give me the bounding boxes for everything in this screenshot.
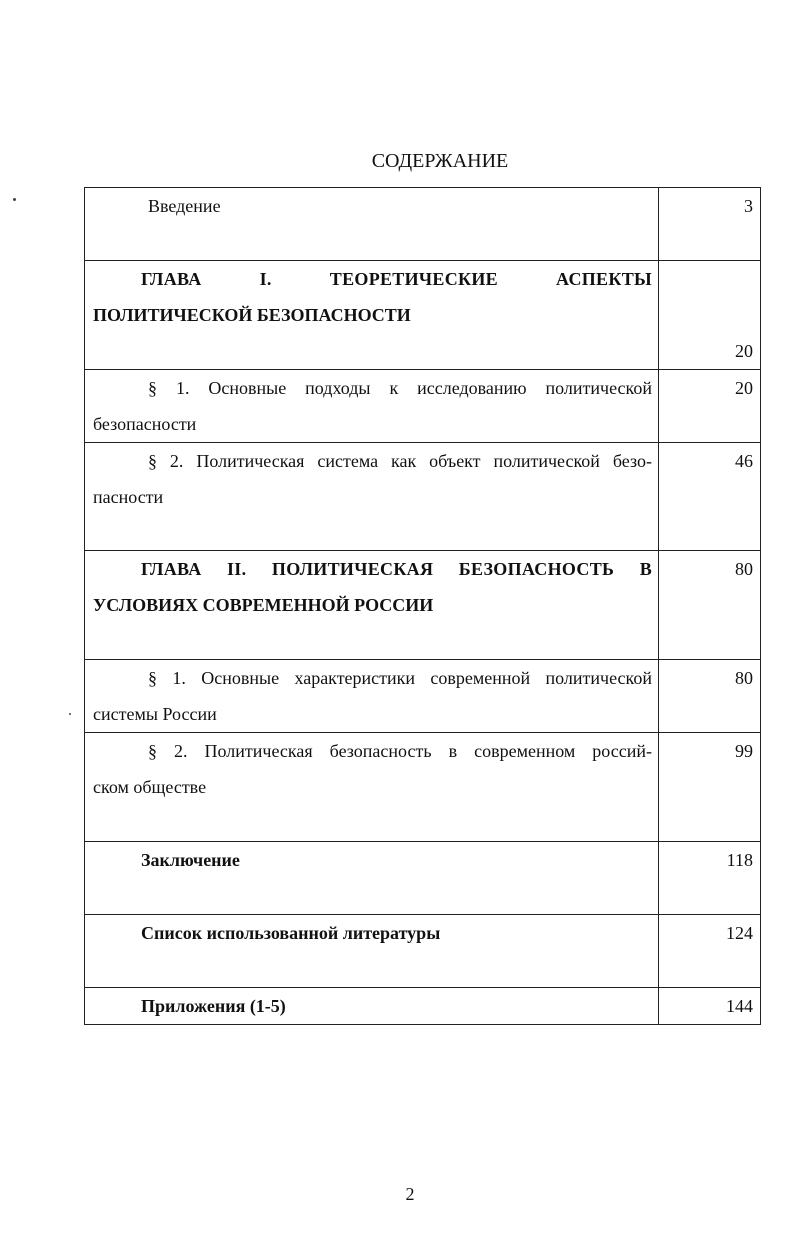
toc-entry-ch2-sec2 — [85, 733, 659, 842]
toc-page-appendices: 144 — [659, 988, 761, 1025]
toc-ch1-sec2-line2: пасности — [93, 487, 164, 507]
toc-entry-bibliography — [85, 915, 659, 988]
toc-row-ch2-sec2 — [85, 733, 761, 842]
toc-entry-ch2-sec1 — [85, 660, 659, 733]
toc-introduction-label: Введение — [148, 196, 221, 216]
toc-row-conclusion — [85, 842, 761, 915]
toc-ch2-sec1-line1: § 1. Основные характеристики современной политической — [148, 668, 652, 688]
toc-entry-appendices — [85, 988, 659, 1025]
toc-page-introduction: 3 — [659, 188, 761, 261]
toc-page-ch2-sec1: 80 — [659, 660, 761, 733]
toc-row-ch1-sec2 — [85, 443, 761, 551]
toc-ch2-sec2-line1: § 2. Политическая безопасность в современном россий- — [148, 741, 652, 761]
toc-entry-conclusion — [85, 842, 659, 915]
page-title: СОДЕРЖАНИЕ — [371, 150, 509, 172]
toc-ch1-sec1-line2: безопасности — [93, 414, 197, 434]
toc-entry-ch1-sec1 — [85, 370, 659, 443]
toc-row-chapter2 — [85, 551, 761, 660]
scan-speck — [69, 713, 71, 715]
toc-row-ch2-sec1 — [85, 660, 761, 733]
toc-chapter2-line2: УСЛОВИЯХ СОВРЕМЕННОЙ РОССИИ — [93, 595, 434, 615]
toc-ch2-sec1-line2: системы России — [93, 704, 217, 724]
toc-row-appendices — [85, 988, 761, 1025]
toc-page-conclusion: 118 — [659, 842, 761, 915]
toc-ch1-sec2-line1: § 2. Политическая система как объект политической безо- — [148, 451, 652, 471]
toc-chapter1-page: 20 — [735, 341, 753, 361]
toc-row-chapter1 — [85, 261, 761, 370]
toc-entry-chapter2 — [85, 551, 659, 660]
toc-row-ch1-sec1 — [85, 370, 761, 443]
toc-row-bibliography — [85, 915, 761, 988]
toc-row-introduction — [85, 188, 761, 261]
toc-entry-ch1-sec2 — [85, 443, 659, 551]
toc-conclusion-label: Заключение — [141, 850, 240, 870]
toc-appendices-label: Приложения (1-5) — [141, 996, 286, 1016]
toc-page-bibliography: 124 — [659, 915, 761, 988]
toc-entry-chapter1 — [85, 261, 659, 370]
toc-page-ch1-sec2: 46 — [659, 443, 761, 551]
scan-speck — [13, 198, 16, 201]
toc-page-ch1-sec1: 20 — [659, 370, 761, 443]
table-of-contents — [84, 187, 761, 1025]
toc-ch2-sec2-line2: ском обществе — [93, 777, 207, 797]
page-number: 2 — [405, 1184, 415, 1204]
toc-ch1-sec1-line1: § 1. Основные подходы к исследованию политической — [148, 378, 652, 398]
toc-entry-introduction — [85, 188, 659, 261]
toc-chapter2-line1: ГЛАВА II. ПОЛИТИЧЕСКАЯ БЕЗОПАСНОСТЬ В — [141, 559, 652, 579]
toc-page-chapter2: 80 — [659, 551, 761, 660]
toc-page-chapter1 — [659, 261, 761, 370]
toc-chapter1-line1: ГЛАВА I. ТЕОРЕТИЧЕСКИЕ АСПЕКТЫ — [141, 269, 652, 289]
toc-bibliography-label: Список использованной литературы — [141, 923, 441, 943]
toc-chapter1-line2: ПОЛИТИЧЕСКОЙ БЕЗОПАСНОСТИ — [93, 305, 411, 325]
toc-page-ch2-sec2: 99 — [659, 733, 761, 842]
